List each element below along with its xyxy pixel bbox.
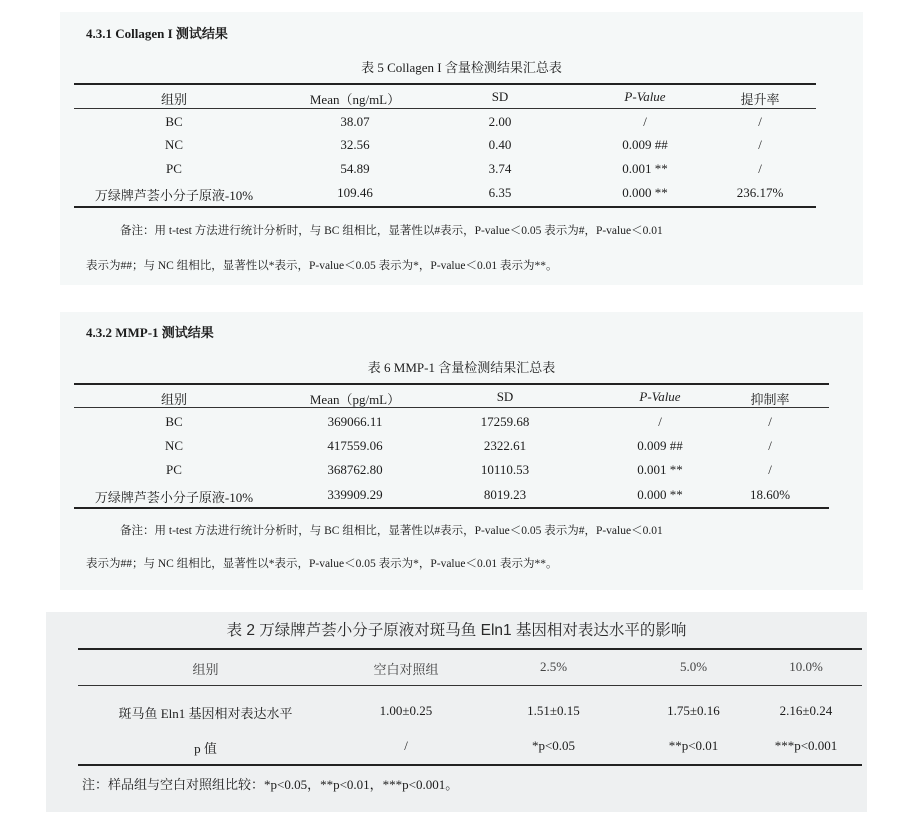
cell-pvalue: 0.001 **	[622, 161, 668, 176]
cell-10pct: 2.16±0.24	[779, 703, 833, 718]
collagen-panel	[60, 12, 863, 285]
table-caption: 表 5 Collagen I 含量检测结果汇总表	[361, 60, 562, 75]
cell-rate: /	[758, 161, 762, 176]
cell-5pct: **p<0.01	[668, 738, 719, 753]
table-bottom-rule	[74, 507, 829, 509]
cell-rate: /	[768, 438, 772, 453]
cell-sd: 6.35	[488, 185, 512, 200]
cell-mean: 54.89	[340, 161, 370, 176]
header-group: 组别	[160, 392, 187, 407]
cell-rate: /	[768, 414, 772, 429]
cell-pvalue: 0.009 ##	[637, 438, 683, 453]
header-group: 组别	[160, 92, 187, 107]
cell-sd: 0.40	[488, 137, 512, 152]
header-blank-control: 空白对照组	[373, 662, 439, 677]
table-top-rule	[74, 83, 816, 85]
cell-mean: 109.46	[337, 185, 373, 200]
cell-blank-control: 1.00±0.25	[379, 703, 433, 718]
cell-group: 斑马鱼 Eln1 基因相对表达水平	[118, 706, 293, 721]
header-mean: Mean（ng/mL）	[309, 92, 401, 107]
cell-mean: 339909.29	[327, 487, 383, 502]
cell-group: BC	[165, 114, 183, 129]
cell-5pct: 1.75±0.16	[667, 703, 720, 718]
cell-pvalue: /	[643, 114, 647, 129]
cell-blank-control: /	[404, 738, 408, 753]
cell-group: PC	[166, 161, 182, 176]
header-sd: SD	[496, 389, 514, 404]
table-top-rule	[78, 648, 862, 650]
cell-group: p 值	[194, 741, 217, 756]
header-5pct: 5.0%	[679, 659, 708, 674]
cell-pvalue: 0.000 **	[637, 487, 683, 502]
table-header-rule	[78, 685, 862, 686]
cell-group: NC	[164, 438, 184, 453]
cell-mean: 369066.11	[327, 414, 383, 429]
cell-mean: 417559.06	[327, 438, 383, 453]
header-rate: 提升率	[740, 92, 780, 107]
cell-mean: 32.56	[340, 137, 370, 152]
cell-mean: 38.07	[340, 114, 370, 129]
table-bottom-rule	[74, 206, 816, 208]
table-caption: 表 2 万绿牌芦荟小分子原液对斑马鱼 Eln1 基因相对表达水平的影响	[226, 622, 687, 639]
cell-rate: /	[758, 114, 762, 129]
table-note: 备注：用 t-test 方法进行统计分析时，与 BC 组相比，显著性以#表示，P-value＜0.05 表示为#，P-value＜0.01	[120, 225, 663, 237]
cell-pvalue: 0.000 **	[622, 185, 668, 200]
cell-2-5pct: *p<0.05	[531, 738, 576, 753]
cell-pvalue: /	[658, 414, 662, 429]
cell-rate: /	[768, 462, 772, 477]
cell-group: 万绿牌芦荟小分子原液-10%	[94, 490, 254, 505]
table-note: 表示为##；与 NC 组相比，显著性以*表示，P-value＜0.05 表示为*，P-value＜0.01 表示为**。	[86, 558, 558, 570]
cell-sd: 2.00	[488, 114, 512, 129]
cell-sd: 2322.61	[483, 438, 527, 453]
cell-sd: 17259.68	[480, 414, 530, 429]
cell-group: BC	[165, 414, 183, 429]
header-mean: Mean（pg/mL）	[309, 392, 401, 407]
cell-sd: 10110.53	[480, 462, 530, 477]
eln1-panel	[46, 612, 867, 812]
cell-sd: 8019.23	[483, 487, 527, 502]
cell-sd: 3.74	[488, 161, 512, 176]
section-heading: 4.3.1 Collagen I 测试结果	[86, 26, 228, 41]
header-pvalue: P-Value	[639, 389, 681, 404]
table-top-rule	[74, 383, 829, 385]
header-group: 组别	[192, 662, 219, 677]
cell-rate: /	[758, 137, 762, 152]
header-sd: SD	[491, 89, 509, 104]
cell-pvalue: 0.009 ##	[622, 137, 668, 152]
header-10pct: 10.0%	[789, 659, 823, 674]
table-bottom-rule	[78, 764, 862, 766]
mmp1-panel	[60, 312, 863, 590]
cell-group: NC	[164, 137, 184, 152]
header-2-5pct: 2.5%	[539, 659, 568, 674]
table-caption: 表 6 MMP-1 含量检测结果汇总表	[367, 360, 556, 375]
cell-rate: 236.17%	[736, 185, 784, 200]
table-note: 表示为##；与 NC 组相比，显著性以*表示，P-value＜0.05 表示为*，P-value＜0.01 表示为**。	[86, 260, 558, 272]
header-rate: 抑制率	[750, 392, 790, 407]
cell-rate: 18.60%	[749, 487, 791, 502]
table-header-rule	[74, 108, 816, 109]
cell-10pct: ***p<0.001	[774, 738, 838, 753]
cell-group: 万绿牌芦荟小分子原液-10%	[94, 188, 254, 203]
cell-pvalue: 0.001 **	[637, 462, 683, 477]
table-note: 注：样品组与空白对照组比较：*p<0.05，**p<0.01，***p<0.001。	[82, 777, 459, 792]
cell-mean: 368762.80	[327, 462, 383, 477]
header-pvalue: P-Value	[624, 89, 666, 104]
cell-group: PC	[166, 462, 182, 477]
table-note: 备注：用 t-test 方法进行统计分析时，与 BC 组相比，显著性以#表示，P-value＜0.05 表示为#，P-value＜0.01	[120, 525, 663, 537]
section-heading: 4.3.2 MMP-1 测试结果	[86, 325, 214, 340]
cell-2-5pct: 1.51±0.15	[527, 703, 580, 718]
